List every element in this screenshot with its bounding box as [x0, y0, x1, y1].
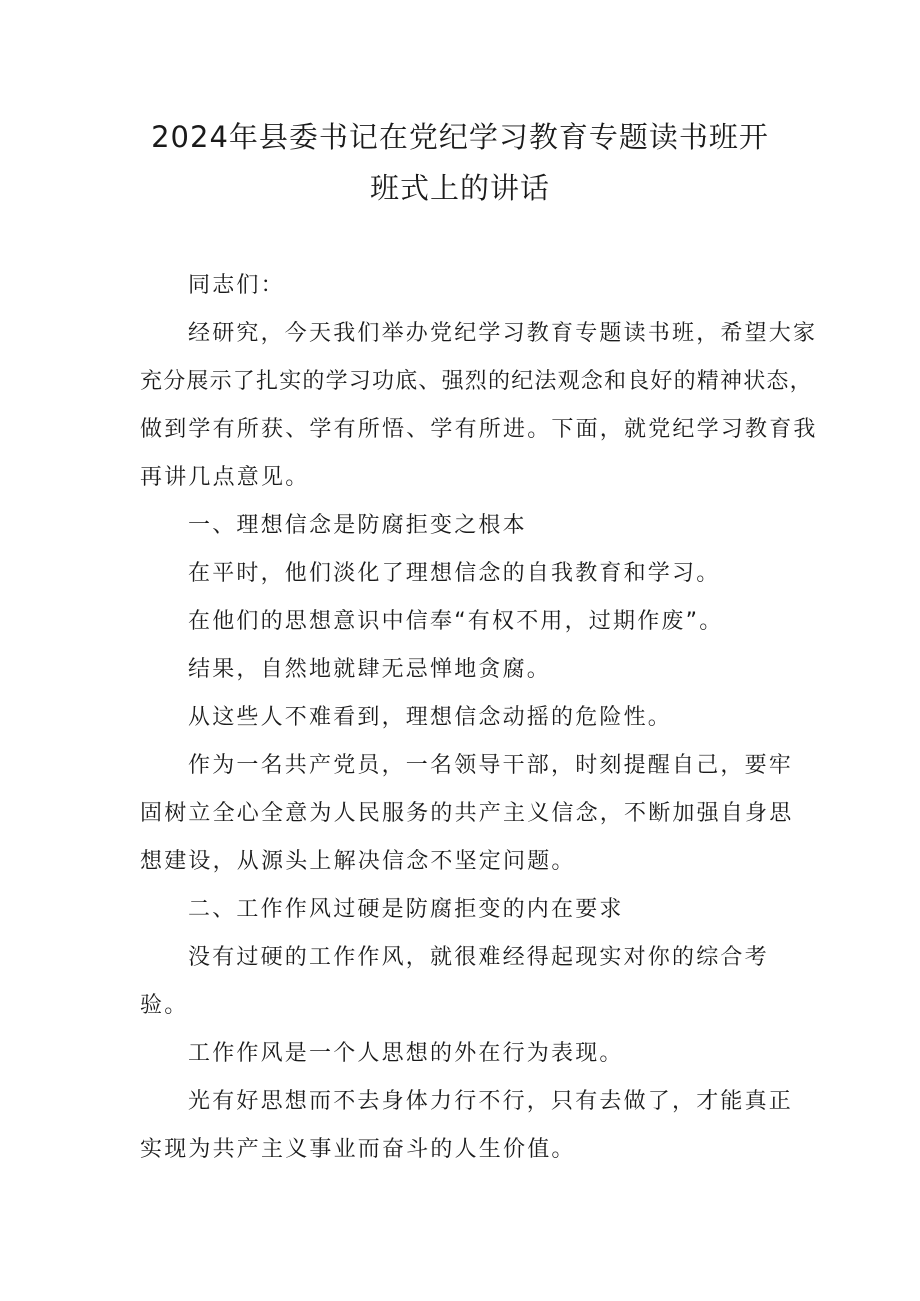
paragraph-line: 经研究，今天我们举办党纪学习教育专题读书班，希望大家 [188, 321, 818, 346]
paragraph-line: 固树立全心全意为人民服务的共产主义信念，不断加强自身思 [140, 801, 794, 826]
section-heading-1: 一、理想信念是防腐拒变之根本 [188, 513, 527, 538]
section-heading-2: 二、工作作风过硬是防腐拒变的内在要求 [188, 897, 624, 922]
paragraph-line: 从这些人不难看到，理想信念动摇的危险性。 [188, 705, 673, 730]
paragraph-line: 再讲几点意见。 [140, 465, 310, 490]
paragraph-line: 在平时，他们淡化了理想信念的自我教育和学习。 [188, 561, 721, 586]
paragraph-line: 在他们的思想意识中信奉“有权不用，过期作废”。 [188, 609, 724, 634]
document-title-line-2: 班式上的讲话 [369, 171, 550, 205]
salutation: 同志们： [188, 273, 285, 298]
paragraph-line: 光有好思想而不去身体力行不行，只有去做了，才能真正 [188, 1089, 794, 1114]
paragraph-line: 想建设，从源头上解决信念不坚定问题。 [140, 849, 576, 874]
paragraph-line: 充分展示了扎实的学习功底、强烈的纪法观念和良好的精神状态， [140, 369, 813, 394]
document-body [140, 262, 818, 1174]
document-title-line-1: 2024年县委书记在党纪学习教育专题读书班开 [151, 120, 769, 154]
paragraph-line: 做到学有所获、学有所悟、学有所进。下面，就党纪学习教育我 [140, 417, 818, 442]
paragraph-line: 没有过硬的工作作风，就很难经得起现实对你的综合考 [188, 945, 769, 970]
paragraph-line: 实现为共产主义事业而奋斗的人生价值。 [140, 1137, 576, 1162]
paragraph-line: 工作作风是一个人思想的外在行为表现。 [188, 1041, 624, 1066]
paragraph-line: 作为一名共产党员，一名领导干部，时刻提醒自己，要牢 [188, 753, 794, 778]
paragraph-line: 结果，自然地就肆无忌惮地贪腐。 [188, 657, 552, 682]
paragraph-line: 验。 [140, 993, 189, 1018]
